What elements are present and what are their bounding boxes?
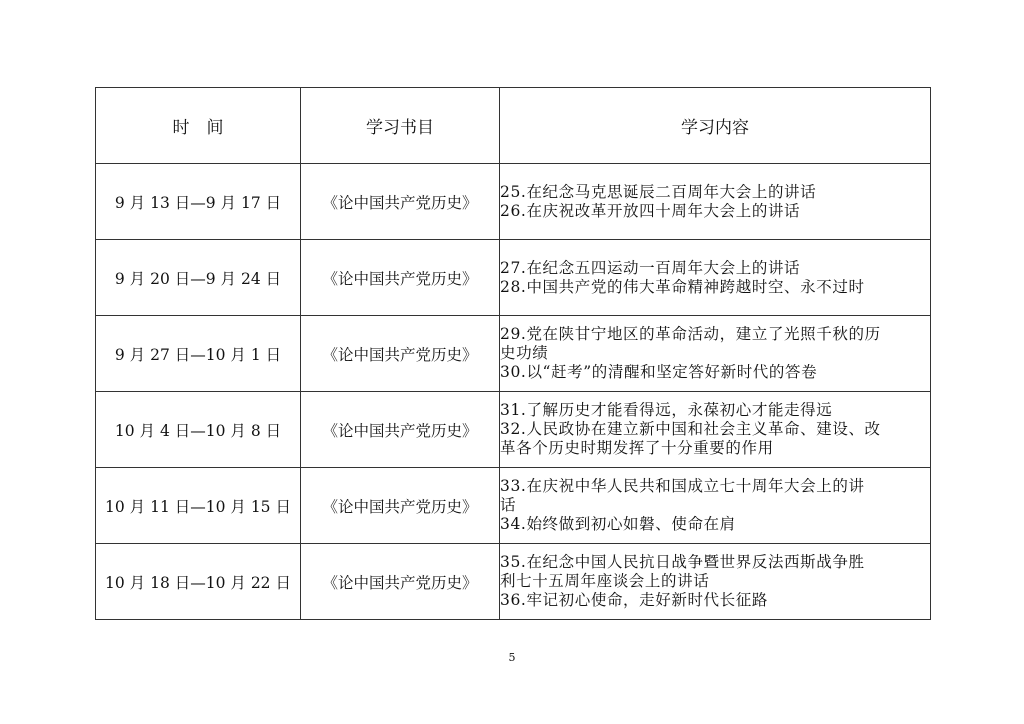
- content-line: 30.以“赶考”的清醒和坚定答好新时代的答卷: [500, 363, 818, 381]
- table-row: [96, 316, 931, 392]
- cell-time: 9 月 20 日—9 月 24 日: [96, 240, 301, 316]
- table-row: [96, 468, 931, 544]
- table-row: [96, 392, 931, 468]
- content-line: 31.了解历史才能看得远，永葆初心才能走得远: [500, 401, 833, 419]
- content-line: 28.中国共产党的伟大革命精神跨越时空、永不过时: [500, 277, 865, 296]
- cell-time: 10 月 18 日—10 月 22 日: [96, 544, 301, 620]
- cell-content: [500, 468, 931, 544]
- cell-time: 10 月 11 日—10 月 15 日: [96, 468, 301, 544]
- cell-time: 10 月 4 日—10 月 8 日: [96, 392, 301, 468]
- content-line: 利七十五周年座谈会上的讲话: [500, 572, 710, 590]
- content-line: 25.在纪念马克思诞辰二百周年大会上的讲话: [500, 182, 817, 201]
- content-line: 27.在纪念五四运动一百周年大会上的讲话: [500, 258, 801, 277]
- header-time: 时 间: [96, 88, 301, 164]
- content-line: 35.在纪念中国人民抗日战争暨世界反法西斯战争胜: [500, 553, 865, 571]
- header-book: 学习书目: [301, 88, 500, 164]
- cell-content: [500, 164, 931, 240]
- table-row: [96, 164, 931, 240]
- content-line: 革各个历史时期发挥了十分重要的作用: [500, 439, 774, 457]
- cell-book: 《论中国共产党历史》: [301, 544, 500, 620]
- page-number: 5: [508, 651, 516, 664]
- table-body: [96, 164, 931, 620]
- cell-content: [500, 240, 931, 316]
- cell-content: [500, 392, 931, 468]
- table-row: [96, 544, 931, 620]
- table-row: [96, 240, 931, 316]
- cell-book: 《论中国共产党历史》: [301, 316, 500, 392]
- cell-book: 《论中国共产党历史》: [301, 468, 500, 544]
- table-header-row: [96, 88, 931, 164]
- cell-content: [500, 544, 931, 620]
- content-line: 33.在庆祝中华人民共和国成立七十周年大会上的讲: [500, 477, 865, 495]
- content-line: 史功绩: [500, 344, 549, 362]
- content-line: 32.人民政协在建立新中国和社会主义革命、建设、改: [500, 420, 881, 438]
- cell-time: 9 月 13 日—9 月 17 日: [96, 164, 301, 240]
- header-content: 学习内容: [500, 88, 931, 164]
- content-line: 话: [500, 496, 517, 514]
- content-line: 36.牢记初心使命，走好新时代长征路: [500, 591, 768, 609]
- content-line: 26.在庆祝改革开放四十周年大会上的讲话: [500, 201, 801, 220]
- cell-book: 《论中国共产党历史》: [301, 392, 500, 468]
- content-line: 34.始终做到初心如磐、使命在肩: [500, 515, 736, 533]
- study-schedule-table: [95, 87, 931, 620]
- cell-content: [500, 316, 931, 392]
- cell-book: 《论中国共产党历史》: [301, 164, 500, 240]
- cell-book: 《论中国共产党历史》: [301, 240, 500, 316]
- content-line: 29.党在陕甘宁地区的革命活动，建立了光照千秋的历: [500, 325, 881, 343]
- cell-time: 9 月 27 日—10 月 1 日: [96, 316, 301, 392]
